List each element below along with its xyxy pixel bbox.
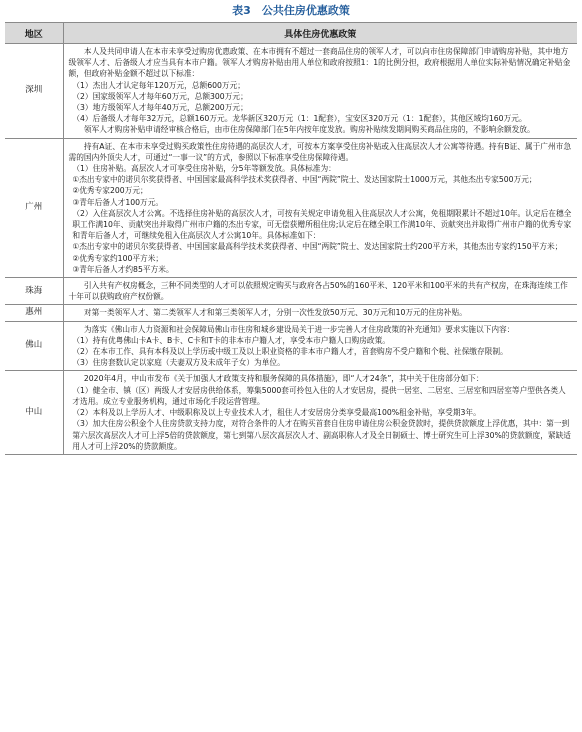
policy-line: 为落实《佛山市人力资源和社会保障局佛山市住房和城乡建设局关于进一步完善人才住房政策的补充通知》要求实施以下内容： — [83, 324, 515, 334]
policy-line: （1）住房补贴。高层次人才可享受住房补贴，分5年等额发放。具体标准为： — [72, 164, 336, 174]
policy-line: （1）健全市、镇（区）两级人才安居房供给体系，筹集5000套可拎包入住的人才安居房，提供一居室、二居室、三居室和四居室等户型供各类人才选用。成立专业服务机构，通过市场化手段运营管理。 — [72, 385, 566, 406]
policy-line: （1）持有优粤佛山卡A卡、B卡、C卡和T卡的非本市户籍人才，享受本市户籍人口购房政策。 — [72, 335, 390, 345]
region-cell: 惠州 — [5, 305, 63, 321]
region-cell: 佛山 — [5, 321, 63, 371]
policy-cell — [63, 138, 577, 277]
table-row-zhongshan — [5, 371, 577, 454]
region-cell: 广州 — [5, 138, 63, 277]
policy-line: ②优秀专家约100平方米； — [72, 253, 164, 263]
region-column-header: 地区 — [5, 23, 63, 44]
policy-cell — [63, 44, 577, 139]
policy-line: ②优秀专家200万元； — [72, 186, 148, 196]
policy-line: ③青年后备人才100万元。 — [72, 197, 164, 207]
policy-line: （3）住房套数认定以家庭（夫妻双方及未成年子女）为单位。 — [72, 358, 285, 368]
policy-line: （1）杰出人才认定每年120万元，总额600万元； — [72, 80, 245, 90]
table-header-row — [5, 23, 577, 44]
region-cell: 深圳 — [5, 44, 63, 139]
policy-cell — [63, 305, 577, 321]
policy-line: ①杰出专家中的诺贝尔奖获得者、中国国家最高科学技术奖获得者、中国“两院”院士、发达国家院士约200平方米，其他杰出专家约150平方米； — [72, 242, 563, 252]
table-row-zhuhai — [5, 278, 577, 305]
policy-cell — [63, 371, 577, 454]
policy-line: 对第一类领军人才、第二类领军人才和第三类领军人才，分别一次性发放50万元、30万元和10万元的住房补贴。 — [83, 308, 467, 318]
policy-line: （2）在本市工作、具有本科及以上学历或中级工及以上职业资格的非本市户籍人才，首套购房不受户籍和个税、社保缴存限制。 — [72, 347, 508, 357]
table-title: 表3 公共住房优惠政策 — [232, 4, 350, 17]
table-body — [5, 44, 577, 455]
policy-line: （2）入住高层次人才公寓。不选择住房补贴的高层次人才，可按有关规定申请免租入住高层次人才公寓，免租期限累计不超过10年。认定后在穗全职工作满10年、贡献突出并取得广州市户籍的杰出专家，可无偿获赠所租住房;认定后在穗全职工作满10年、贡献突出并取得广州市户籍的优秀专家和青年后备人才，可继续免租入住高层次人才公寓10年。具体标准如下： — [72, 208, 572, 241]
policy-line: 2020年4月，中山市发布《关于加强人才政策支持和服务保障的具体措施》，即“人才24条”，其中关于住房部分如下： — [83, 374, 484, 384]
region-cell: 珠海 — [5, 278, 63, 305]
table-row-foshan — [5, 321, 577, 371]
policy-line: （3）加大住房公积金个人住房贷款支持力度，对符合条件的人才在购买首套自住房申请住房公积金贷款时，提供贷款额度上浮优惠，其中：第一到第六层次高层次人才可上浮5倍的贷款额度，第七到第八层次高层次人才、副高职称人才及全日制硕士、博士研究生可上浮30%的贷款额度，紧缺适用人才可上浮20%的贷款额度。 — [72, 419, 571, 451]
policy-line: （3）地方级领军人才每年40万元，总额200万元； — [72, 103, 248, 113]
table-row-shenzhen — [5, 44, 577, 139]
housing-policy-table — [5, 22, 577, 455]
policy-cell — [63, 321, 577, 371]
table-row-guangzhou — [5, 138, 577, 277]
policy-column-header: 具体住房优惠政策 — [63, 23, 577, 44]
policy-line: 领军人才购房补贴申请经审核合格后，由市住房保障部门在5年内按年度发放。购房补贴续发期间购买商品住房的，不影响余额发放。 — [83, 125, 535, 135]
policy-line: 本人及共同申请人在本市未享受过购房优惠政策、在本市拥有不超过一套商品住房的领军人才，可以向市住房保障部门申请购房补贴，其中地方级领军人才、后备级人才应当具有本市户籍。领军人才购房补贴由用人单位和政府按照1：1的比例分担，政府根据用人单位实际补贴情况确定补贴金额，但政府补贴金额不超过以下标准： — [68, 47, 571, 79]
policy-line: ③青年后备人才约85平方米。 — [72, 264, 174, 274]
policy-line: 引入共有产权房概念，三种不同类型的人才可以依照规定购买与政府各占50%的160平米、120平米和100平米的共有产权房，在珠海连续工作十年可以获购政府产权份额。 — [68, 281, 568, 302]
policy-line: （2）国家级领军人才每年60万元，总额300万元； — [72, 91, 248, 101]
region-cell: 中山 — [5, 371, 63, 454]
table-row-huizhou — [5, 305, 577, 321]
policy-line: ①杰出专家中的诺贝尔奖获得者、中国国家最高科学技术奖获得者、中国“两院”院士、发达国家院士1000万元，其他杰出专家500万元； — [72, 175, 537, 185]
policy-cell — [63, 278, 577, 305]
policy-line: 持有A证、在本市未享受过购买政策性住房待遇的高层次人才，可按本方案享受住房补贴或入住高层次人才公寓等待遇。持有B证、属于广州市急需的国内外顶尖人才，可通过“一事一议”的方式，参照以下标准享受住房保障待遇。 — [68, 141, 572, 162]
policy-line: （4）后备级人才每年32万元，总额160万元。龙华新区320万元（1：1配套），宝安区320万元（1：1配套），其他区域均160万元。 — [72, 114, 527, 124]
policy-line: （2）本科及以上学历人才、中级职称及以上专业技术人才，租住人才安居房分类享受最高100%租金补贴，享受期3年。 — [72, 408, 481, 418]
